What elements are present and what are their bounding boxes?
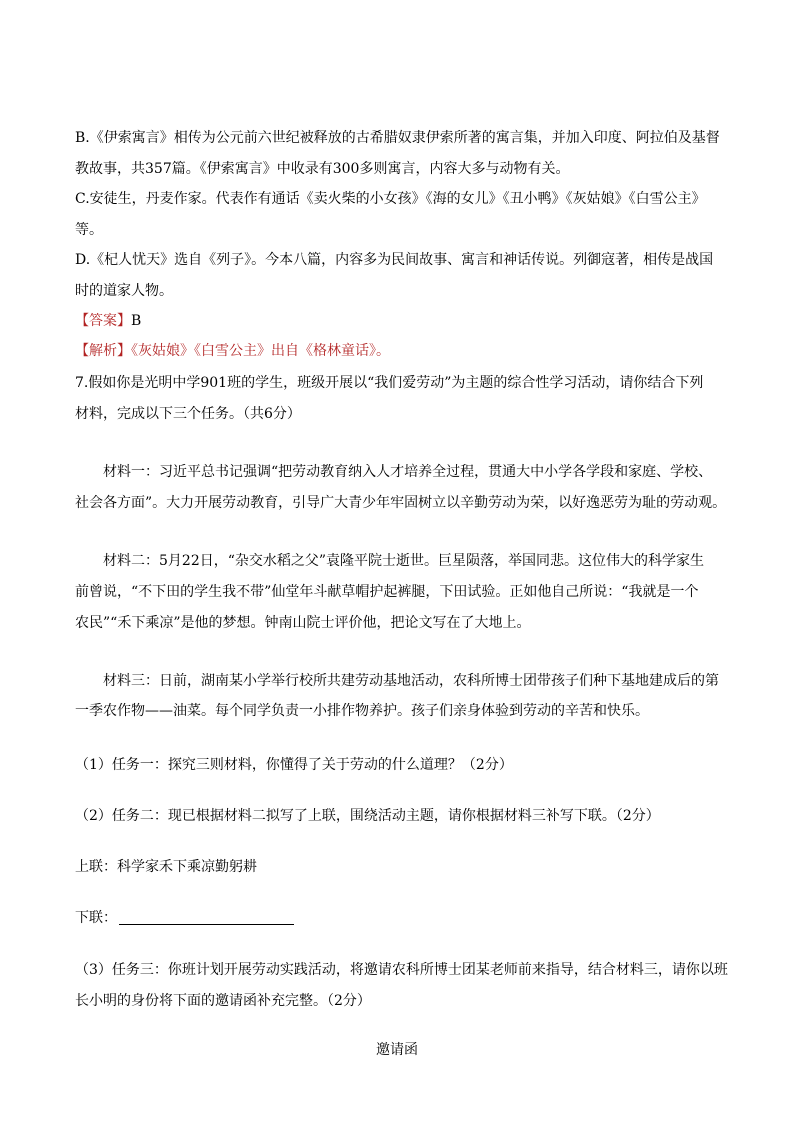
analysis-line xyxy=(75,341,735,361)
option-b-line2: 教故事，共357篇。《伊索寓言》中收录有300多则寓言，内容大多与动物有关。 xyxy=(75,161,570,177)
analysis-text: 《灰姑娘》《白雪公主》出自《格林童话》。 xyxy=(131,343,390,359)
material2-line3: 农民”“禾下乘凉”是他的梦想。钟南山院士评价他，把论文写在了大地上。 xyxy=(75,615,531,631)
answer-value: B xyxy=(131,313,142,329)
option-c-line2: 等。 xyxy=(75,222,103,238)
lower-couplet-blank[interactable] xyxy=(119,909,294,925)
task1: （1）任务一：探究三则材料，你懂得了关于劳动的什么道理？（2分） xyxy=(75,757,513,773)
analysis-label: 【解析】 xyxy=(75,343,131,359)
material1-line1: 材料一：习近平总书记强调“把劳动教育纳入人才培养全过程，贯通大中小学各学段和家庭、学校、 xyxy=(103,464,713,480)
upper-couplet: 上联：科学家禾下乘凉勤躬耕 xyxy=(75,859,257,875)
task3-line2: 长小明的身份将下面的邀请函补充完整。（2分） xyxy=(75,993,371,1009)
invitation-title: 邀请函 xyxy=(376,1042,418,1058)
option-d-line1: D.《杞人忧天》选自《列子》。今本八篇，内容多为民间故事、寓言和神话传说。列御寇著，相传是战国 xyxy=(75,252,714,268)
question7-line2: 材料，完成以下三个任务。（共6分） xyxy=(75,406,301,422)
answer-line xyxy=(75,311,735,331)
option-c-line1: C.安徒生，丹麦作家。代表作有通话《卖火柴的小女孩》《海的女儿》《丑小鸭》《灰姑娘》《白雪公主》 xyxy=(75,191,706,207)
material3-line1: 材料三：日前，湖南某小学举行校所共建劳动基地活动，农科所博士团带孩子们种下基地建成后的第 xyxy=(103,673,719,689)
question7-line1: 7.假如你是光明中学901班的学生，班级开展以“我们爱劳动”为主题的综合性学习活动，请你结合下列 xyxy=(75,375,704,391)
option-b-line1: B.《伊索寓言》相传为公元前六世纪被释放的古希腊奴隶伊索所著的寓言集，并加入印度、阿拉伯及基督 xyxy=(75,130,720,146)
lower-couplet-label: 下联： xyxy=(75,910,117,926)
task3-line1: （3）任务三：你班计划开展劳动实践活动，将邀请农科所博士团某老师前来指导，结合材料三，请你以班 xyxy=(75,962,728,978)
answer-label: 【答案】 xyxy=(75,313,131,329)
material2-line1: 材料二：5月22日，“杂交水稻之父”袁隆平院士逝世。巨星陨落，举国同悲。这位伟大的科学家生 xyxy=(103,553,705,569)
material1-line2: 社会各方面”。大力开展劳动教育，引导广大青少年牢固树立以辛勤劳动为荣，以好逸恶劳为耻的劳动观。 xyxy=(75,495,727,511)
material3-line2: 一季农作物——油菜。每个同学负责一小排作物养护。孩子们亲身体验到劳动的辛苦和快乐。 xyxy=(75,703,649,719)
task2: （2）任务二：现已根据材料二拟写了上联，围绕活动主题，请你根据材料三补写下联。（2分） xyxy=(75,808,660,824)
option-d-line2: 时的道家人物。 xyxy=(75,283,173,299)
lower-couplet-line xyxy=(75,908,735,928)
material2-line2: 前曾说，“不下田的学生我不带”仙堂年斗献草帽护起裤腿，下田试验。正如他自己所说：“我就是一个 xyxy=(75,584,699,600)
